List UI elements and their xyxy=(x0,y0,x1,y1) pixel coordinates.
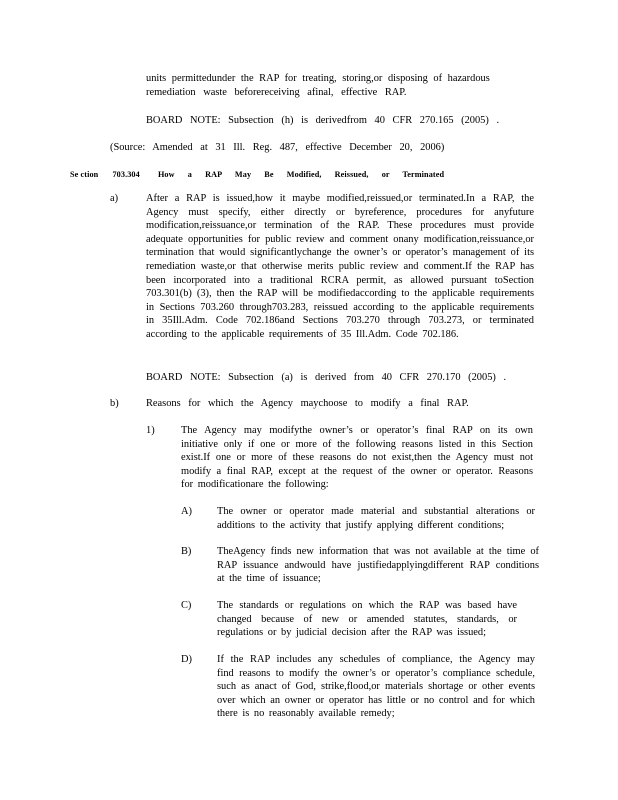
subsection-a-text: After a RAP is issued,how it maybe modified,reissued,or terminated.In a RAP, the Agency must specify, either directly or byreference, procedures for anyfuture modification,reissuance,or termination of the RAP. These procedures must provide adequate opportunities for public review and comment onany modification,reissuance,or termination that would significantlychange the owner’s or operator’s management of its remediation waste,or that otherwise merits public review and comment.If the RAP has been incorporated into a traditional RCRA permit, as allowed pursuant toSection 703.301(b) (3), then the RAP will be modifiedaccording to the applicable requirements in Sections 703.260 through703.283, reissued according to the applicable requirements in 35Ill.Adm. Code 702.186and Sections 703.270 through 703.273, or terminated according to the applicable requirements of 35 Ill.Adm. Code 702.186. xyxy=(146,193,534,340)
section-title: How a RAP May Be Modified, Reissued, or Terminated xyxy=(157,170,445,179)
item-d-label: D) xyxy=(181,654,192,665)
board-note-2: BOARD NOTE: Subsection (a) is derived from 40 CFR 270.170 (2005) . xyxy=(146,372,507,383)
source-note: (Source: Amended at 31 Ill. Reg. 487, effective December 20, 2006) xyxy=(110,142,445,153)
item-d-text: If the RAP includes any schedules of compliance, the Agency may find reasons to modify the owner’s or operator’s compliance schedule, such as anact of God, strike,flood,or materials shortage or other events over which an owner or operator has little or no control and for which there is no reasonably available remedy; xyxy=(217,654,535,720)
item-b-label: B) xyxy=(181,546,192,557)
item-a-text: The owner or operator made material and substantial alterations or additions to the activity that justify applying different conditions; xyxy=(217,506,535,531)
subsection-b-text: Reasons for which the Agency maychoose to modify a final RAP. xyxy=(146,398,469,409)
item-a-label: A) xyxy=(181,506,192,517)
item-b-text: TheAgency finds new information that was not available at the time of RAP issuance andwould have justifiedapplyingdifferent RAP conditions at the time of issuance; xyxy=(217,546,539,585)
item-c-label: C) xyxy=(181,600,192,611)
item-1-text: The Agency may modifythe owner’s or operator’s final RAP on its own initiative only if one or more of the following reasons listed in this Section exist.If one or more of these reasons do not exist,then the Agency must not modify a final RAP, except at the request of the owner or operator. Reasons for modificationare the following: xyxy=(181,425,533,491)
intro-line-1: units permittedunder the RAP for treating, storing,or disposing of hazardous xyxy=(146,73,490,84)
board-note-1: BOARD NOTE: Subsection (h) is derivedfrom 40 CFR 270.165 (2005) . xyxy=(146,115,500,126)
section-heading xyxy=(70,168,444,182)
intro-line-2: remediation waste beforereceiving afinal, effective RAP. xyxy=(146,87,407,98)
item-1-label: 1) xyxy=(146,425,155,436)
subsection-b-label: b) xyxy=(110,398,119,409)
subsection-a-label: a) xyxy=(110,193,119,204)
section-number: 703.304 xyxy=(112,170,140,179)
item-c-text: The standards or regulations on which the RAP was based have changed because of new or amended statutes, standards, or regulations or by judicial decision after the RAP was issued; xyxy=(217,600,517,639)
section-prefix: Se ction xyxy=(70,170,99,179)
